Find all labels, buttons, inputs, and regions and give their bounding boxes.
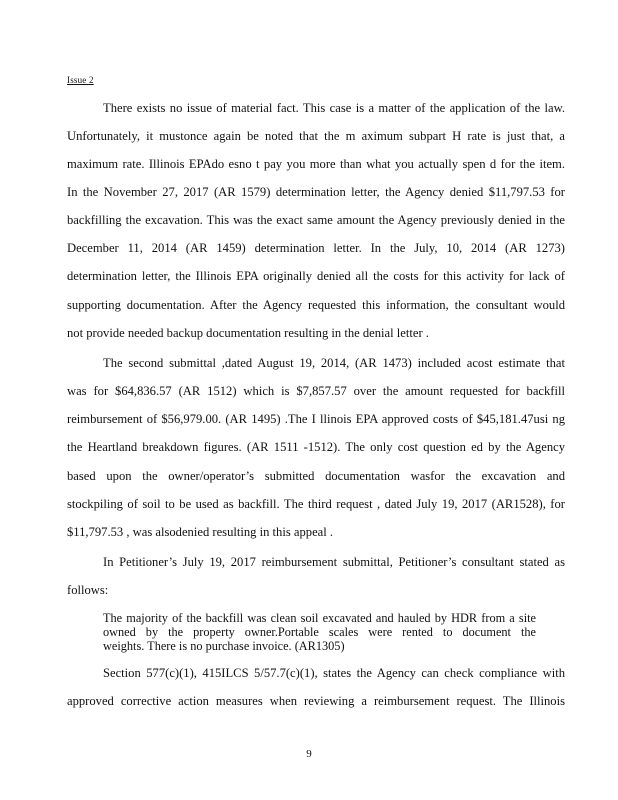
block-quote-line: weights. There is no purchase invoice. (AR1305) [103, 639, 345, 653]
paragraph-2-line: was for $64,836.57 (AR 1512) which is $7,857.57 over the amount requested for backfill [67, 384, 565, 398]
paragraph-2-line: reimbursement of $56,979.00. (AR 1495) .The I llinois EPA approved costs of $45,181.47usi ng [67, 412, 565, 426]
paragraph-1-line: backfilling the excavation. This was the exact same amount the Agency previously denied in the [67, 213, 565, 227]
block-quote-line: owned by the property owner.Portable scales were rented to document the [103, 625, 536, 639]
paragraph-2-line: the Heartland breakdown figures. (AR 1511 -1512). The only cost question ed by the Agency [67, 440, 565, 454]
page-number: 9 [306, 748, 312, 760]
paragraph-2-line: $11,797.53 , was alsodenied resulting in this appeal . [67, 525, 334, 539]
paragraph-2-line: The second submittal ,dated August 19, 2014, (AR 1473) included acost estimate that [103, 356, 565, 370]
paragraph-1-line: not provide needed backup documentation resulting in the denial letter . [67, 326, 429, 340]
block-quote-line: The majority of the backfill was clean soil excavated and hauled by HDR from a site [103, 611, 536, 625]
issue-heading: Issue 2 [67, 75, 94, 85]
paragraph-3-line: follows: [67, 583, 109, 597]
paragraph-1-line: maximum rate. Illinois EPAdo esno t pay you more than what you actually spen d for the item. [67, 157, 565, 171]
paragraph-1-line: supporting documentation. After the Agency requested this information, the consultant would [67, 298, 565, 312]
paragraph-1-line: In the November 27, 2017 (AR 1579) determination letter, the Agency denied $11,797.53 for [67, 185, 565, 199]
paragraph-4-line: approved corrective action measures when reviewing a reimbursement request. The Illinois [67, 694, 565, 708]
paragraph-1-line: December 11, 2014 (AR 1459) determination letter. In the July, 10, 2014 (AR 1273) [67, 241, 565, 255]
paragraph-2-line: based upon the owner/operator’s submitted documentation wasfor the excavation and [67, 469, 565, 483]
paragraph-1-line: Unfortunately, it mustonce again be noted that the m aximum subpart H rate is just that, a [67, 129, 565, 143]
paragraph-4-line: Section 577(c)(1), 415ILCS 5/57.7(c)(1), states the Agency can check compliance with [103, 666, 565, 680]
paragraph-3-line: In Petitioner’s July 19, 2017 reimbursement submittal, Petitioner’s consultant stated as [103, 555, 565, 569]
paragraph-2-line: stockpiling of soil to be used as backfill. The third request , dated July 19, 2017 (AR1528), for [67, 497, 565, 511]
paragraph-1-line: There exists no issue of material fact. This case is a matter of the application of the law. [103, 101, 565, 115]
paragraph-1-line: determination letter, the Illinois EPA originally denied all the costs for this activity for lack of [67, 269, 565, 283]
